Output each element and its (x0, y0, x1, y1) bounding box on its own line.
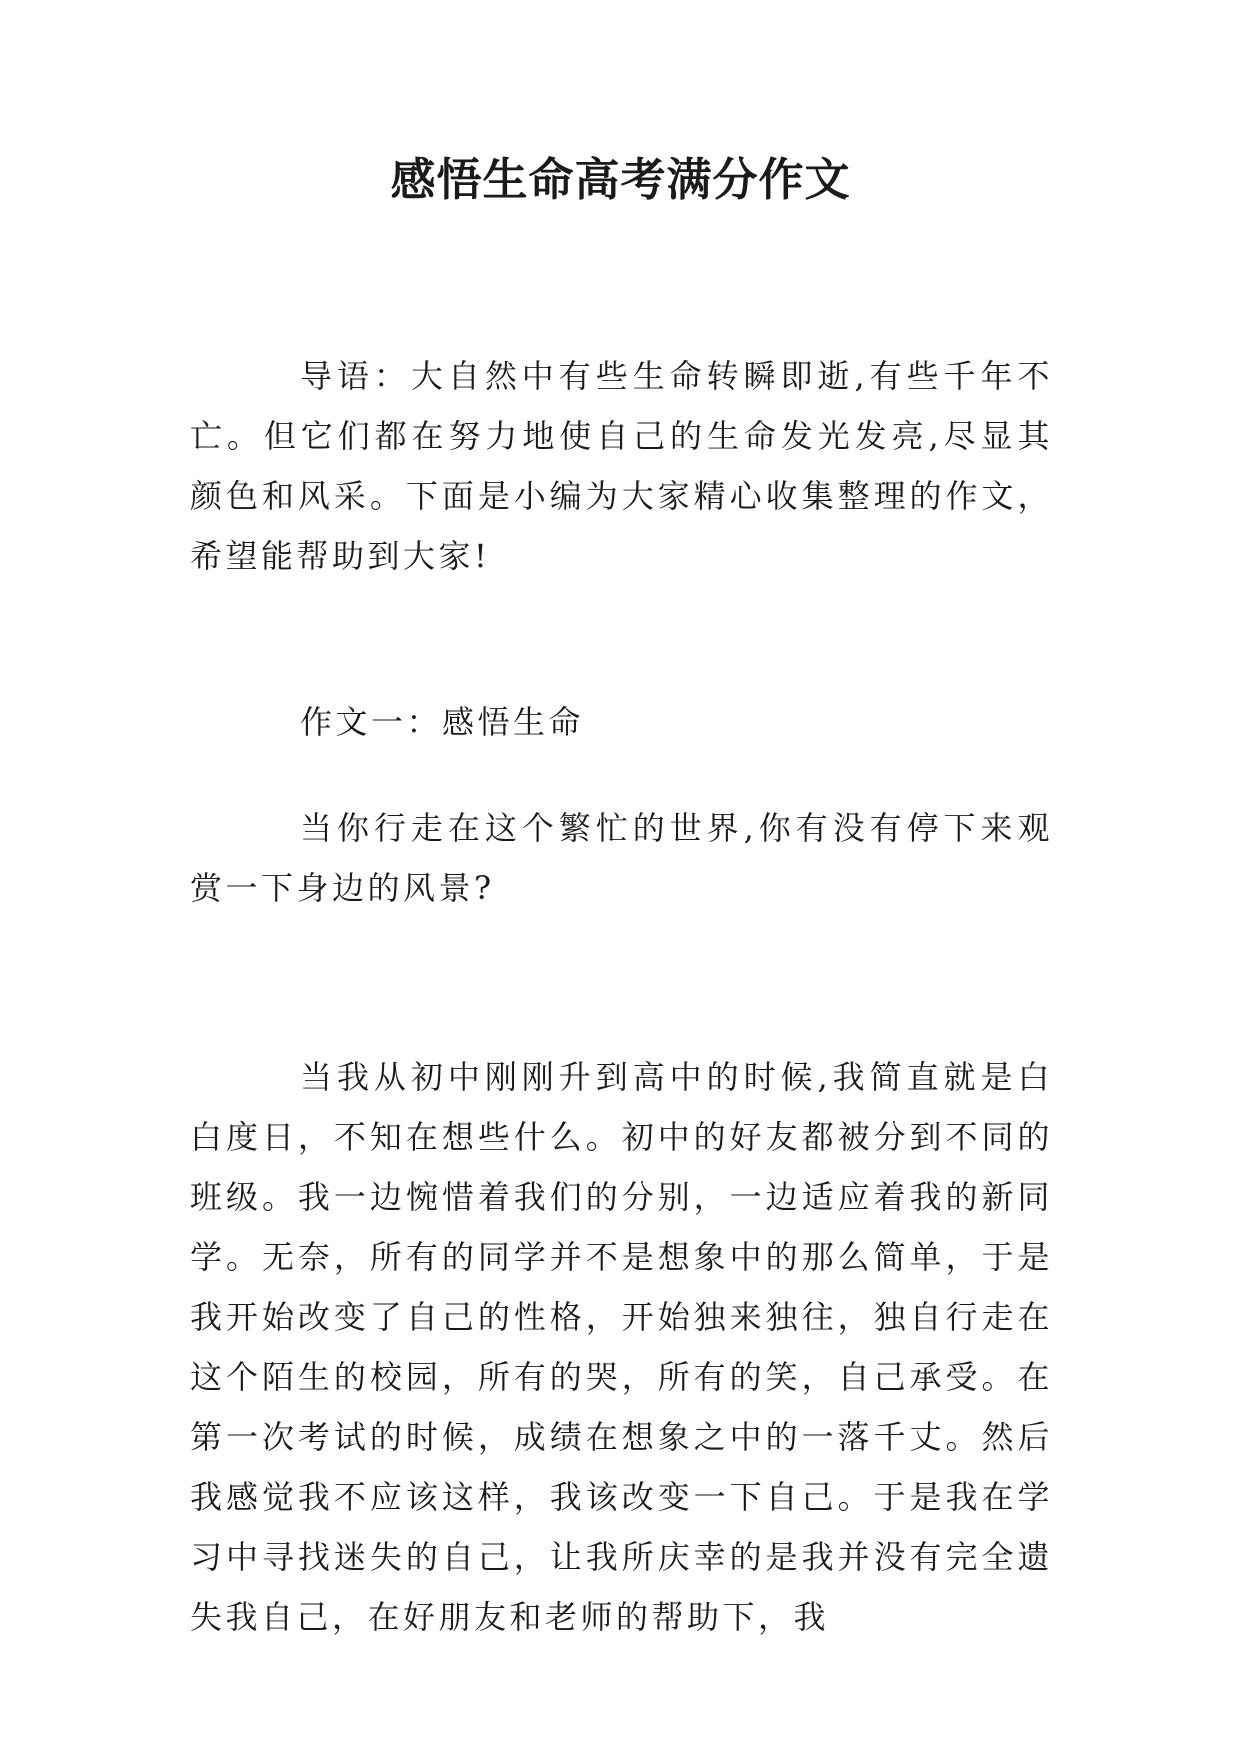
intro-paragraph: 导语：大自然中有些生命转瞬即逝,有些千年不亡。但它们都在努力地使自己的生命发光发亮,尽显其颜色和风采。下面是小编为大家精心收集整理的作文，希望能帮助到大家! (190, 357, 1053, 575)
opening-question-paragraph: 当你行走在这个繁忙的世界,你有没有停下来观赏一下身边的风景? (190, 809, 1053, 907)
body-paragraph: 当我从初中刚刚升到高中的时候,我简直就是白白度日，不知在想些什么。初中的好友都被分到不同的班级。我一边惋惜着我们的分别，一边适应着我的新同学。无奈，所有的同学并不是想象中的那么简单，于是我开始改变了自己的性格，开始独来独往，独自行走在这个陌生的校园，所有的哭，所有的笑，自己承受。在第一次考试的时候，成绩在想象之中的一落千丈。然后我感觉我不应该这样，我该改变一下自己。于是我在学习中寻找迷失的自己，让我所庆幸的是我并没有完全遗失我自己，在好朋友和老师的帮助下，我 (190, 1058, 1053, 1636)
document-title: 感悟生命高考满分作文 (390, 153, 851, 206)
essay-heading: 作文一：感悟生命 (300, 703, 585, 741)
